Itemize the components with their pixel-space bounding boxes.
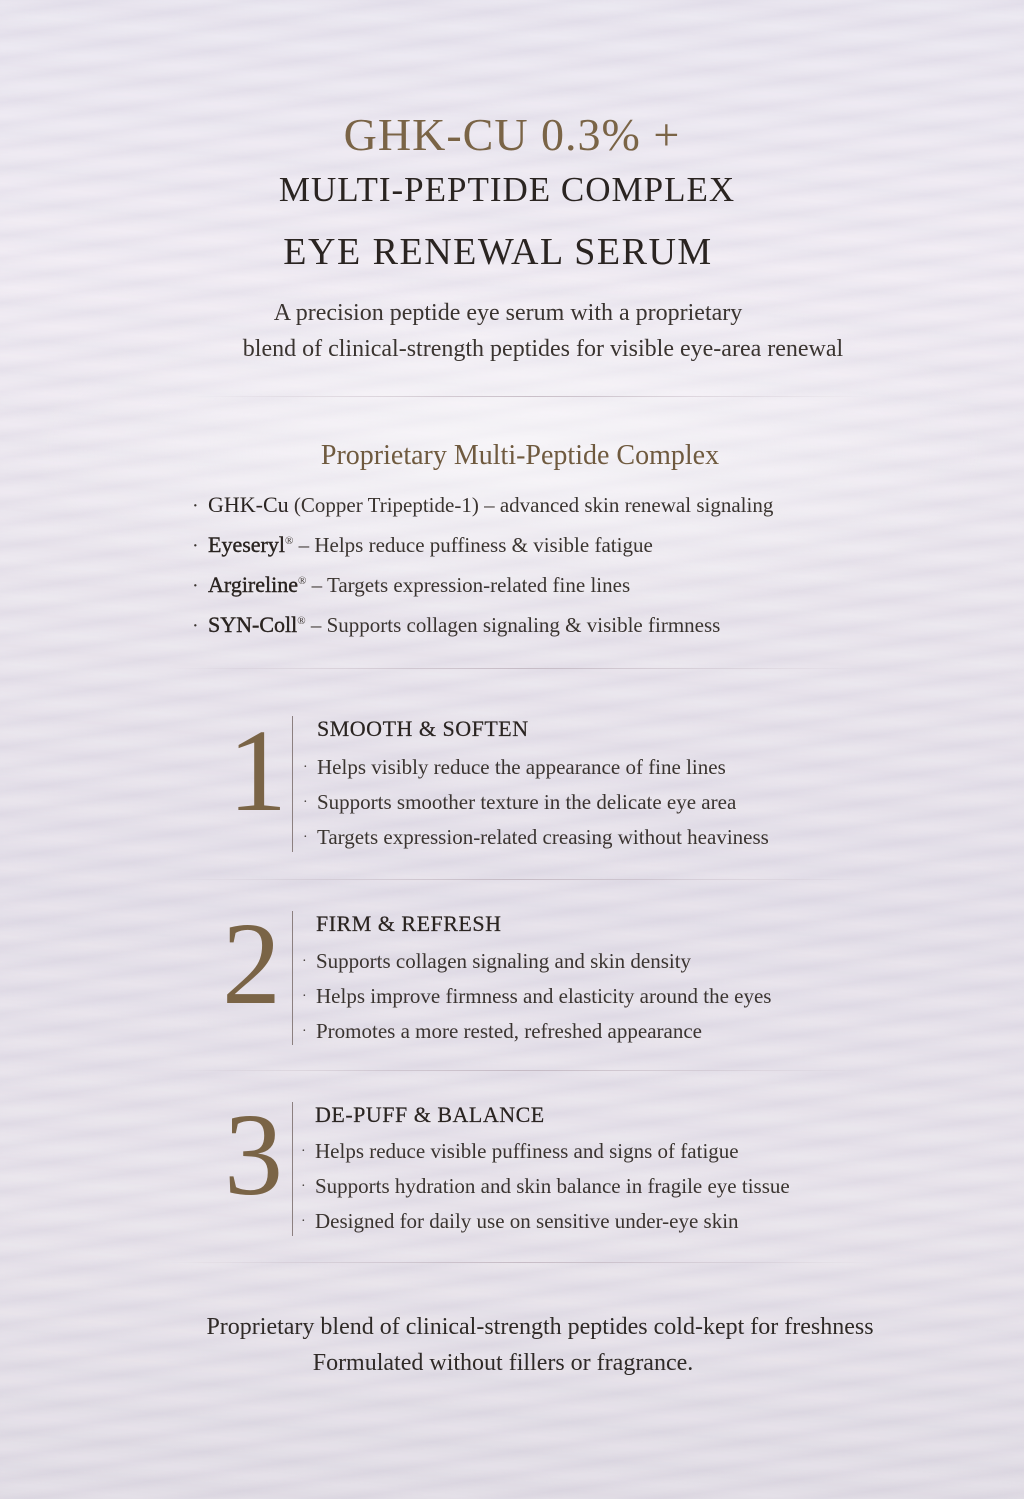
divider-ingredients [170, 668, 870, 669]
benefit-number: 2 [222, 898, 281, 1029]
benefit-point-text: Targets expression-related creasing without heaviness [317, 825, 769, 849]
bullet-dot: · [192, 615, 199, 637]
ingredient-desc: – Helps reduce puffiness & visible fatigue [293, 533, 653, 557]
bullet-dot: · [301, 1144, 306, 1159]
benefit-point [301, 1209, 790, 1244]
divider-top [190, 396, 870, 397]
benefit-point [303, 755, 769, 790]
bullet-dot: · [192, 575, 199, 597]
footer-line-1: Proprietary blend of clinical-strength peptides cold-kept for freshness [206, 1314, 874, 1340]
ingredient-mark: ® [298, 575, 307, 587]
benefit-point [301, 1139, 790, 1174]
benefit-block-3 [0, 1086, 1024, 1246]
bullet-dot: · [192, 535, 199, 557]
ingredient-name: Eyeseryl [208, 532, 285, 557]
ingredient-item [192, 572, 773, 612]
bullet-dot: · [302, 1024, 307, 1039]
benefit-point-text: Helps improve firmness and elasticity around the eyes [316, 984, 772, 1008]
benefit-point-text: Supports smoother texture in the delicate eye area [317, 790, 737, 814]
divider-benefit-1 [170, 879, 870, 880]
bullet-dot: · [303, 830, 308, 845]
ingredient-desc: – Supports collagen signaling & visible firmness [305, 613, 721, 637]
title-concentration: GHK-CU 0.3% + [343, 109, 681, 160]
benefit-point-text: Helps visibly reduce the appearance of fine lines [317, 755, 726, 779]
benefit-point-text: Supports collagen signaling and skin density [316, 949, 692, 973]
benefit-number: 3 [224, 1089, 283, 1220]
benefit-point [303, 790, 769, 825]
benefit-point [302, 984, 771, 1019]
benefit-title: SMOOTH & SOFTEN [317, 716, 529, 741]
subtitle-line-2: blend of clinical-strength peptides for visible eye-area renewal [242, 336, 844, 362]
ingredient-item [192, 612, 773, 652]
bullet-dot: · [303, 760, 308, 775]
benefit-points [301, 1139, 790, 1244]
ingredient-suffix: (Copper Tripeptide-1) [288, 493, 479, 517]
benefit-block-2 [0, 895, 1024, 1055]
ingredient-name: Argireline [208, 572, 299, 597]
benefit-point-text: Supports hydration and skin balance in fragile eye tissue [315, 1174, 790, 1198]
benefit-points [303, 755, 769, 860]
benefit-number: 1 [228, 705, 287, 836]
bullet-dot: · [192, 495, 199, 517]
benefit-point [303, 825, 769, 860]
benefit-point [302, 1019, 771, 1054]
bullet-dot: · [302, 989, 307, 1004]
ingredients-heading: Proprietary Multi-Peptide Complex [320, 440, 720, 471]
ingredient-desc: – advanced skin renewal signaling [478, 493, 774, 517]
benefit-block-1 [0, 700, 1024, 860]
subtitle-line-1: A precision peptide eye serum with a proprietary [273, 300, 743, 326]
ingredient-item [192, 492, 773, 532]
ingredient-mark: ® [284, 535, 294, 547]
benefit-points [302, 949, 771, 1054]
benefit-point [302, 949, 771, 984]
title-complex: MULTI-PEPTIDE COMPLEX [278, 170, 736, 209]
ingredient-name: GHK-Cu [208, 492, 289, 517]
benefit-point-text: Helps reduce visible puffiness and signs of fatigue [315, 1139, 739, 1163]
benefit-divider-bar [292, 1102, 293, 1236]
benefit-point [301, 1174, 790, 1209]
bullet-dot: · [301, 1214, 306, 1229]
benefit-point-text: Promotes a more rested, refreshed appearance [316, 1019, 702, 1043]
bullet-dot: · [302, 954, 307, 969]
benefit-title: DE-PUFF & BALANCE [315, 1102, 545, 1127]
ingredient-desc: – Targets expression-related fine lines [306, 573, 631, 597]
ingredient-name: SYN-Coll [208, 612, 298, 637]
footer-line-2: Formulated without fillers or fragrance. [312, 1350, 694, 1376]
ingredient-item [192, 532, 773, 572]
divider-benefit-2 [170, 1070, 870, 1071]
benefit-point-text: Designed for daily use on sensitive under-eye skin [315, 1209, 739, 1233]
bullet-dot: · [303, 795, 308, 810]
benefit-divider-bar [292, 716, 293, 852]
benefit-title: FIRM & REFRESH [316, 911, 502, 936]
bullet-dot: · [301, 1179, 306, 1194]
benefit-divider-bar [292, 911, 293, 1045]
ingredient-list [192, 492, 773, 652]
title-product-name: EYE RENEWAL SERUM [283, 231, 713, 273]
divider-bottom [160, 1262, 880, 1263]
ingredient-mark: ® [297, 615, 306, 627]
